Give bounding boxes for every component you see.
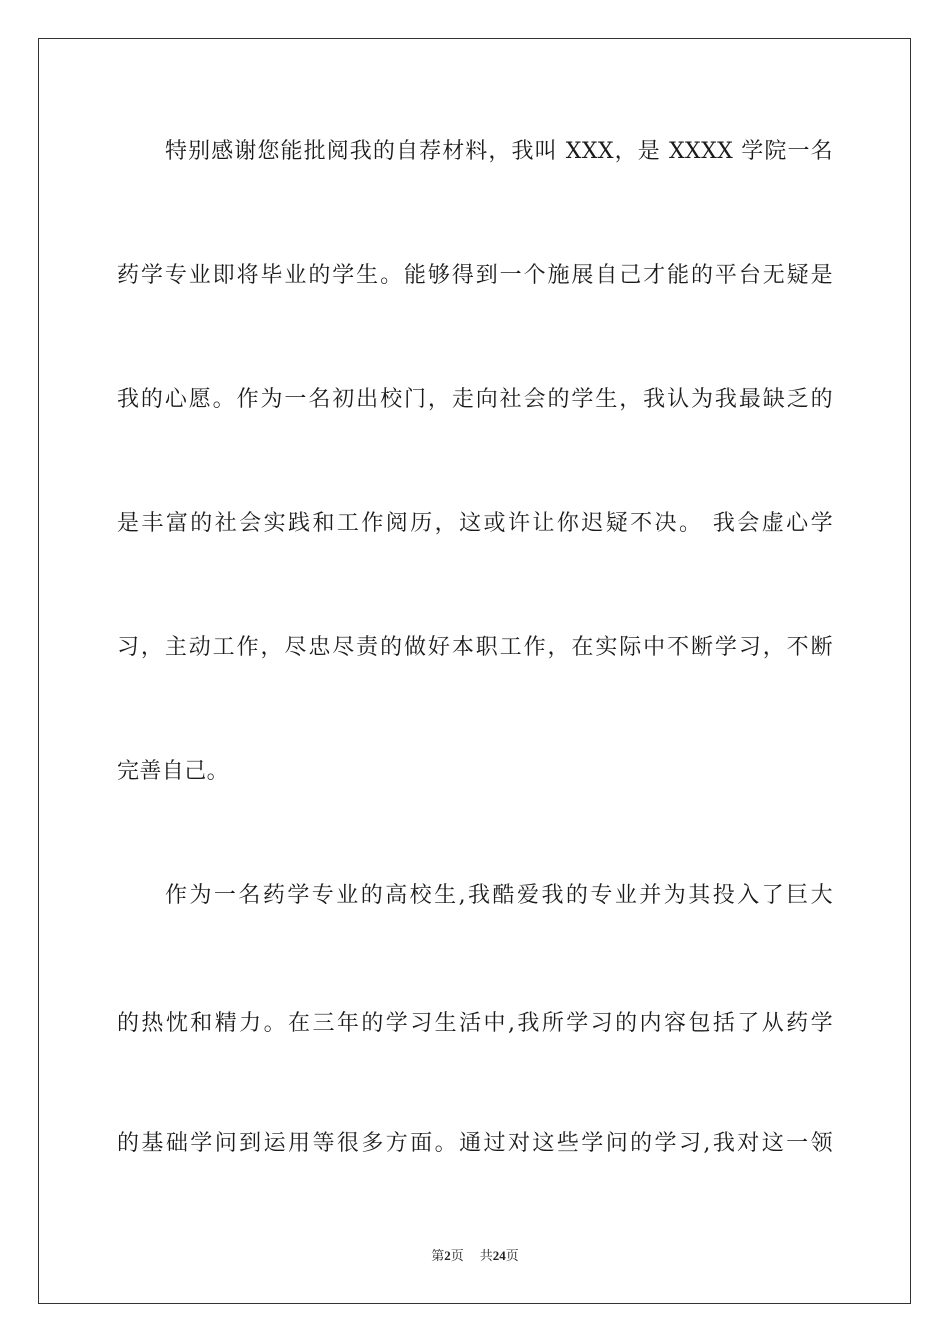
text-line: 作为一名药学专业的高校生,我酷爱我的专业并为其投入了巨大 — [165, 883, 833, 908]
page-suffix: 页 — [450, 1248, 464, 1263]
text-line: 的基础学问到运用等很多方面。通过对这些学问的学习,我对这一领 — [117, 1131, 833, 1156]
page-border — [38, 38, 911, 1304]
text-line: 完善自己。 — [117, 759, 230, 784]
text-line: 是丰富的社会实践和工作阅历，这或许让你迟疑不决。 我会虚心学 — [117, 511, 833, 536]
text-line: 的热忱和精力。在三年的学习生活中,我所学习的内容包括了从药学 — [117, 1011, 833, 1036]
total-prefix: 共 — [479, 1248, 493, 1263]
page-number: 2 — [444, 1248, 451, 1263]
text-line: 特别感谢您能批阅我的自荐材料，我叫 XXX，是 XXXX 学院一名 — [165, 139, 833, 164]
total-pages: 24 — [492, 1248, 506, 1263]
page-footer — [0, 1248, 950, 1264]
text-line: 我的心愿。作为一名初出校门，走向社会的学生，我认为我最缺乏的 — [117, 387, 833, 412]
page-prefix: 第 — [431, 1248, 445, 1263]
total-suffix: 页 — [505, 1248, 519, 1263]
text-line: 药学专业即将毕业的学生。能够得到一个施展自己才能的平台无疑是 — [117, 263, 833, 288]
text-line: 习，主动工作，尽忠尽责的做好本职工作，在实际中不断学习，不断 — [117, 635, 833, 660]
